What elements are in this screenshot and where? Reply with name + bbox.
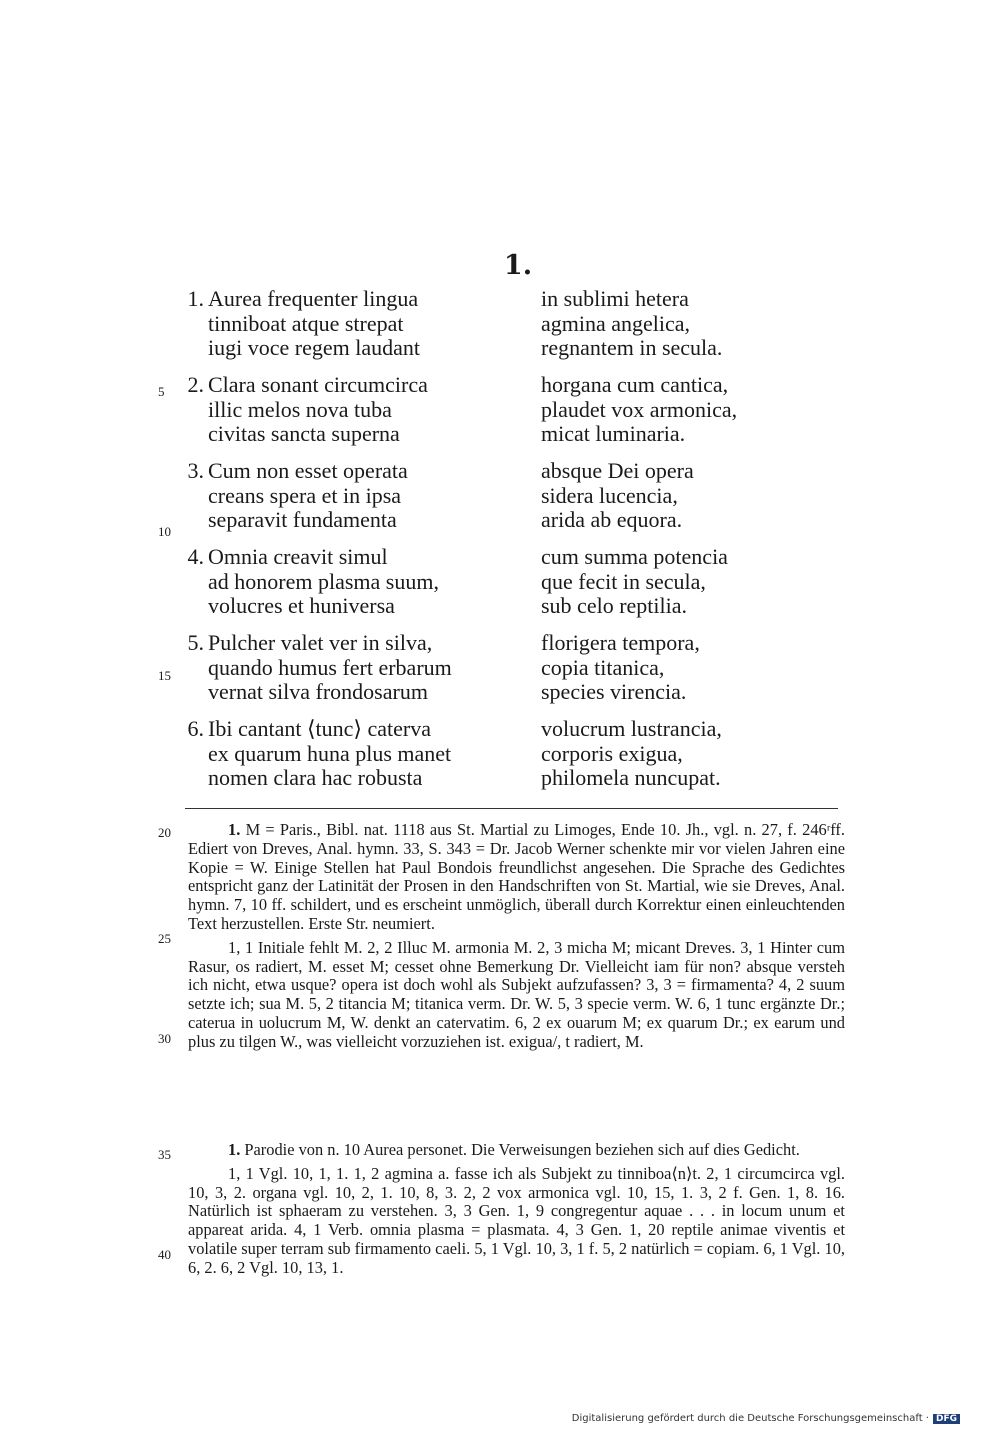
poem-number: 1. <box>503 250 533 281</box>
verse-line: sub celo reptilia. <box>541 593 688 618</box>
verse-line: illic melos nova tuba <box>208 396 392 422</box>
stanza-left-column <box>208 545 541 619</box>
verse-line: micat luminaria. <box>541 421 686 446</box>
verse-line: species virencia. <box>541 679 687 704</box>
verse-line: florigera tempora, <box>541 630 700 655</box>
stanza <box>160 717 840 791</box>
verse-line: volucres et huniversa <box>208 593 395 618</box>
verse-line: Cum non esset operata <box>208 458 408 483</box>
verse-line: in sublimi hetera <box>541 286 689 311</box>
stanza-left-column <box>208 287 541 361</box>
stanza-number: 3. <box>187 458 204 483</box>
stanza-left-column <box>208 631 541 705</box>
stanza-number: 1. <box>187 286 204 311</box>
line-number: 10 <box>158 524 171 539</box>
verse-line: ex quarum huna plus manet <box>208 740 452 766</box>
line-number: 15 <box>158 668 171 683</box>
stanza-right-column <box>541 545 840 619</box>
stanza-right-column <box>541 287 840 361</box>
line-number: 25 <box>158 931 171 946</box>
commentary <box>188 1141 845 1283</box>
stanza-right-column <box>541 717 840 791</box>
stanza <box>160 631 840 705</box>
stanza-number: 2. <box>187 372 204 397</box>
verse-line: que fecit in secula, <box>541 568 706 594</box>
verse-line: absque Dei opera <box>541 458 694 483</box>
verse-line: civitas sancta superna <box>208 421 400 446</box>
dfg-logo: DFG <box>933 1414 960 1424</box>
commentary-lead: 1. <box>228 1140 241 1159</box>
verse-line: vernat silva frondosarum <box>208 679 428 704</box>
verse-line: tinniboat atque strepat <box>208 310 404 336</box>
verse-line: Pulcher valet ver in silva, <box>208 630 433 655</box>
stanza-right-column <box>541 631 840 705</box>
line-number: 5 <box>158 384 165 399</box>
verse-line: iugi voce regem laudant <box>208 335 420 360</box>
apparatus-paragraph <box>188 821 845 934</box>
verse-line: Clara sonant circumcirca <box>208 372 428 397</box>
verse-line: ad honorem plasma suum, <box>208 568 439 594</box>
stanza-left-column <box>208 459 541 533</box>
commentary-paragraph: 1, 1 Vgl. 10, 1, 1. 1, 2 agmina a. fasse ich als Subjekt zu tinniboa⟨n⟩t. 2, 1 circumcirca vgl. 10, 3, 2. organa vgl. 10, 2, 1. 10, 8, 3. 2, 2 vox armonica vgl. 10, 15, 1. 3, 2 f. Gen. 1, 8. 16. Natürlich ist sphaeram zu verstehen. 3, 3 Gen. 1, 9 congregentur aquae . . . in locum unum et appareat arida. 4, 1 Verb. omnia plasma = plasmata. 4, 3 Gen. 1, 20 reptile animae viventis et volatile super terram sub firmamento caeli. 5, 1 Vgl. 10, 3, 1 f. 5, 2 natürlich = copiam. 6, 1 Vgl. 10, 6, 2. 6, 2 Vgl. 10, 13, 1. <box>188 1163 845 1277</box>
verse-line: Aurea frequenter lingua <box>208 286 419 311</box>
verse-line: copia titanica, <box>541 654 665 680</box>
apparatus-text: M = Paris., Bibl. nat. 1118 aus St. Martial zu Limoges, Ende 10. Jh., vgl. n. 27, f. 246ʳff. Ediert von Dreves, Anal. hymn. 33, S. 343 = Dr. Jacob Werner schenkte mir vor vielen Jahren eine Kopie = W. Einige Stellen hat Paul Bondois freundlichst angesehen. Die Sprache des Gedichtes entspricht ganz der Latinität der Prosen in den Handschriften von St. Martial, wie sie Dreves, Anal. hymn. 7, 10 ff. schildert, und es erscheint unmöglich, überall durch Korrektur einen einleuchtenden Text herzustellen. Erste Str. neumiert. <box>188 820 845 933</box>
stanza-right-column <box>541 373 840 447</box>
verse-line: cum summa potencia <box>541 544 728 569</box>
verse-line: plaudet vox armonica, <box>541 396 738 422</box>
verse-line: creans spera et in ipsa <box>208 482 402 508</box>
stanza-number: 6. <box>187 716 204 741</box>
verse-line: agmina angelica, <box>541 310 691 336</box>
verse-line: horgana cum cantica, <box>541 372 729 397</box>
stanza <box>160 287 840 361</box>
credit-text: Digitalisierung gefördert durch die Deutsche Forschungsgemeinschaft · <box>571 1413 929 1424</box>
verse-line: philomela nuncupat. <box>541 765 721 790</box>
verse-line: sidera lucencia, <box>541 482 678 508</box>
line-number: 30 <box>158 1031 171 1046</box>
critical-apparatus <box>188 821 845 1066</box>
verse-line: nomen clara hac robusta <box>208 765 423 790</box>
apparatus-paragraph: 1, 1 Initiale fehlt M. 2, 2 Illuc M. armonia M. 2, 3 micha M; micant Dreves. 3, 1 Hinter cum Rasur, os radiert, M. esset M; cesset ohne Bemerkung Dr. Vielleicht iam für non? absque versteh ich nicht, etwa usque? opera ist doch wohl als Subjekt aufzufassen? 3, 3 = firmamenta? 4, 2 suum setzte ich; sua M. 5, 2 titancia M; titanica verm. Dr. W. 5, 3 specie verm. W. 6, 1 tunc ergänzte Dr.; caterua in uolucrum M, W. denkt an catervatim. 6, 2 ex ouarum M; ex quarum Dr.; ex earum und plus zu tilgen W., was vielleicht vorzuziehen ist. exigua/, t radiert, M. <box>188 937 845 1051</box>
stanza-number: 4. <box>187 544 204 569</box>
poem-body <box>160 287 840 803</box>
verse-line: separavit fundamenta <box>208 507 397 532</box>
line-number: 20 <box>158 825 171 840</box>
stanza-left-column <box>208 373 541 447</box>
verse-line: volucrum lustrancia, <box>541 716 722 741</box>
verse-line: Ibi cantant ⟨tunc⟩ caterva <box>208 716 431 741</box>
stanza-left-column <box>208 717 541 791</box>
verse-line: Omnia creavit simul <box>208 544 388 569</box>
verse-line: corporis exigua, <box>541 740 683 766</box>
stanza <box>160 545 840 619</box>
verse-line: arida ab equora. <box>541 507 683 532</box>
verse-line: quando humus fert erbarum <box>208 654 452 680</box>
verse-line: regnantem in secula. <box>541 335 723 360</box>
stanza-right-column <box>541 459 840 533</box>
stanza <box>160 373 840 447</box>
footnote-divider <box>185 808 838 809</box>
stanza <box>160 459 840 533</box>
digitization-credit <box>572 1413 960 1424</box>
line-number: 40 <box>158 1247 171 1262</box>
apparatus-lead: 1. <box>228 820 241 839</box>
line-number: 35 <box>158 1147 171 1162</box>
commentary-text: Parodie von n. 10 Aurea personet. Die Verweisungen beziehen sich auf dies Gedicht. <box>244 1140 800 1159</box>
commentary-paragraph <box>188 1141 845 1160</box>
stanza-number: 5. <box>187 630 204 655</box>
